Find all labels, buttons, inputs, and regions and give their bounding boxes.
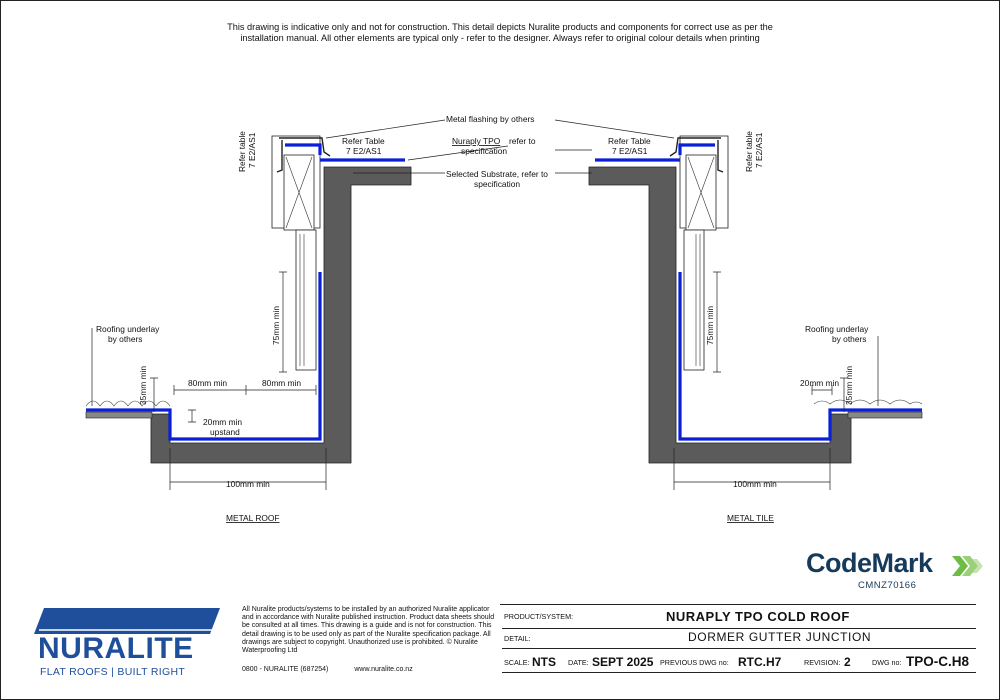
label-metal-tile: METAL TILE <box>727 513 774 523</box>
label-80mm-left-b: 80mm min <box>262 378 302 388</box>
nuralite-logo <box>34 606 230 686</box>
title-block <box>502 606 976 692</box>
prev-dwg-value: RTC.H7 <box>738 655 782 669</box>
label-roofing-underlay-left-2: by others <box>108 334 143 344</box>
label-refer-table-rot-left-2: 7 E2/AS1 <box>247 132 257 168</box>
label-refer-table-left-2: 7 E2/AS1 <box>346 146 382 156</box>
date-label: DATE: <box>568 658 589 667</box>
date-value: SEPT 2025 <box>592 655 654 669</box>
right-metal-tile <box>814 400 922 404</box>
codemark-logo <box>806 548 982 594</box>
right-cladding <box>684 230 704 370</box>
label-roofing-underlay-right-1: Roofing underlay <box>805 324 869 334</box>
label-refer-table-rot-right-2: 7 E2/AS1 <box>754 132 764 168</box>
dwg-value: TPO-C.H8 <box>906 654 970 669</box>
left-cladding <box>296 230 316 370</box>
dwg-label: DWG no: <box>872 658 902 667</box>
product-name: NURAPLY TPO COLD ROOF <box>666 609 850 624</box>
label-20mm-left: 20mm min <box>203 417 243 427</box>
product-label: PRODUCT/SYSTEM: <box>504 612 574 621</box>
revision-value: 2 <box>844 655 851 669</box>
scale-value: NTS <box>532 655 556 669</box>
contact-info <box>242 666 413 673</box>
label-refer-table-rot-right-1: Refer table <box>744 131 754 172</box>
disclaimer-notice: This drawing is indicative only and not for construction. This detail depicts Nuralite products and components for correct use as per the installation manual. All other elements are typical only - refer to the designer. Always refer to original colour details when printing <box>227 22 773 43</box>
label-selected-substrate: Selected Substrate, refer to <box>446 169 548 179</box>
left-tpo-membrane <box>86 145 405 439</box>
scale-label: SCALE: <box>504 658 530 667</box>
codemark-cert: CMNZ70166 <box>858 580 917 591</box>
right-tpo-membrane <box>595 145 922 439</box>
left-detail <box>86 120 508 490</box>
label-refer-table-left-1: Refer Table <box>342 136 385 146</box>
codemark-name: CodeMark <box>806 548 933 578</box>
label-100mm-right: 100mm min <box>733 479 777 489</box>
contact-phone: 0800 - NURALITE (687254) <box>242 666 329 673</box>
label-roofing-underlay-left-1: Roofing underlay <box>96 324 160 334</box>
codemark-chevrons-icon <box>952 556 986 576</box>
label-metal-roof: METAL ROOF <box>226 513 280 523</box>
label-refer-to: refer to <box>509 136 536 146</box>
prev-dwg-label: PREVIOUS DWG no: <box>660 658 729 667</box>
label-roofing-underlay-right-2: by others <box>832 334 867 344</box>
nuralite-wordmark: NURALITE <box>38 632 194 665</box>
label-refer-table-right-1: Refer Table <box>608 136 651 146</box>
label-specification: specification <box>461 146 508 156</box>
label-nuraply-tpo: Nuraply TPO <box>452 136 501 146</box>
label-refer-table-rot-left-1: Refer table <box>237 131 247 172</box>
detail-name: DORMER GUTTER JUNCTION <box>688 630 872 644</box>
label-80mm-left-a: 80mm min <box>188 378 228 388</box>
legal-notice: All Nuralite products/systems to be installed by an authorized Nuralite applicator and in accordance with Nuralite published instruction. Product data sheets should be consulted at all times. This drawing is a guide and is not for construction. This detail drawing is to be used only as part of the Nuralite specification package. All drawings are subject to copyright. Unauthorized use is prohibited. © Nuralite Waterproofing Ltd <box>242 606 495 655</box>
label-35mm-right: 35mm min <box>844 365 854 405</box>
footer-rule <box>500 604 976 605</box>
label-metal-flashing: Metal flashing by others <box>446 114 535 124</box>
label-75mm-right: 75mm min <box>705 305 715 345</box>
detail-label: DETAIL: <box>504 634 531 643</box>
label-35mm-left: 35mm min <box>138 365 148 405</box>
label-20mm-right: 20mm min <box>800 378 840 388</box>
label-upstand: upstand <box>210 427 240 437</box>
right-detail <box>555 120 922 490</box>
revision-label: REVISION: <box>804 658 841 667</box>
nuralite-tagline: FLAT ROOFS | BUILT RIGHT <box>40 666 186 678</box>
label-refer-table-right-2: 7 E2/AS1 <box>612 146 648 156</box>
left-metal-roof <box>86 401 170 406</box>
label-specification-2: specification <box>474 179 521 189</box>
label-75mm-left: 75mm min <box>271 305 281 345</box>
label-100mm-left: 100mm min <box>226 479 270 489</box>
contact-web[interactable]: www.nuralite.co.nz <box>354 666 413 673</box>
